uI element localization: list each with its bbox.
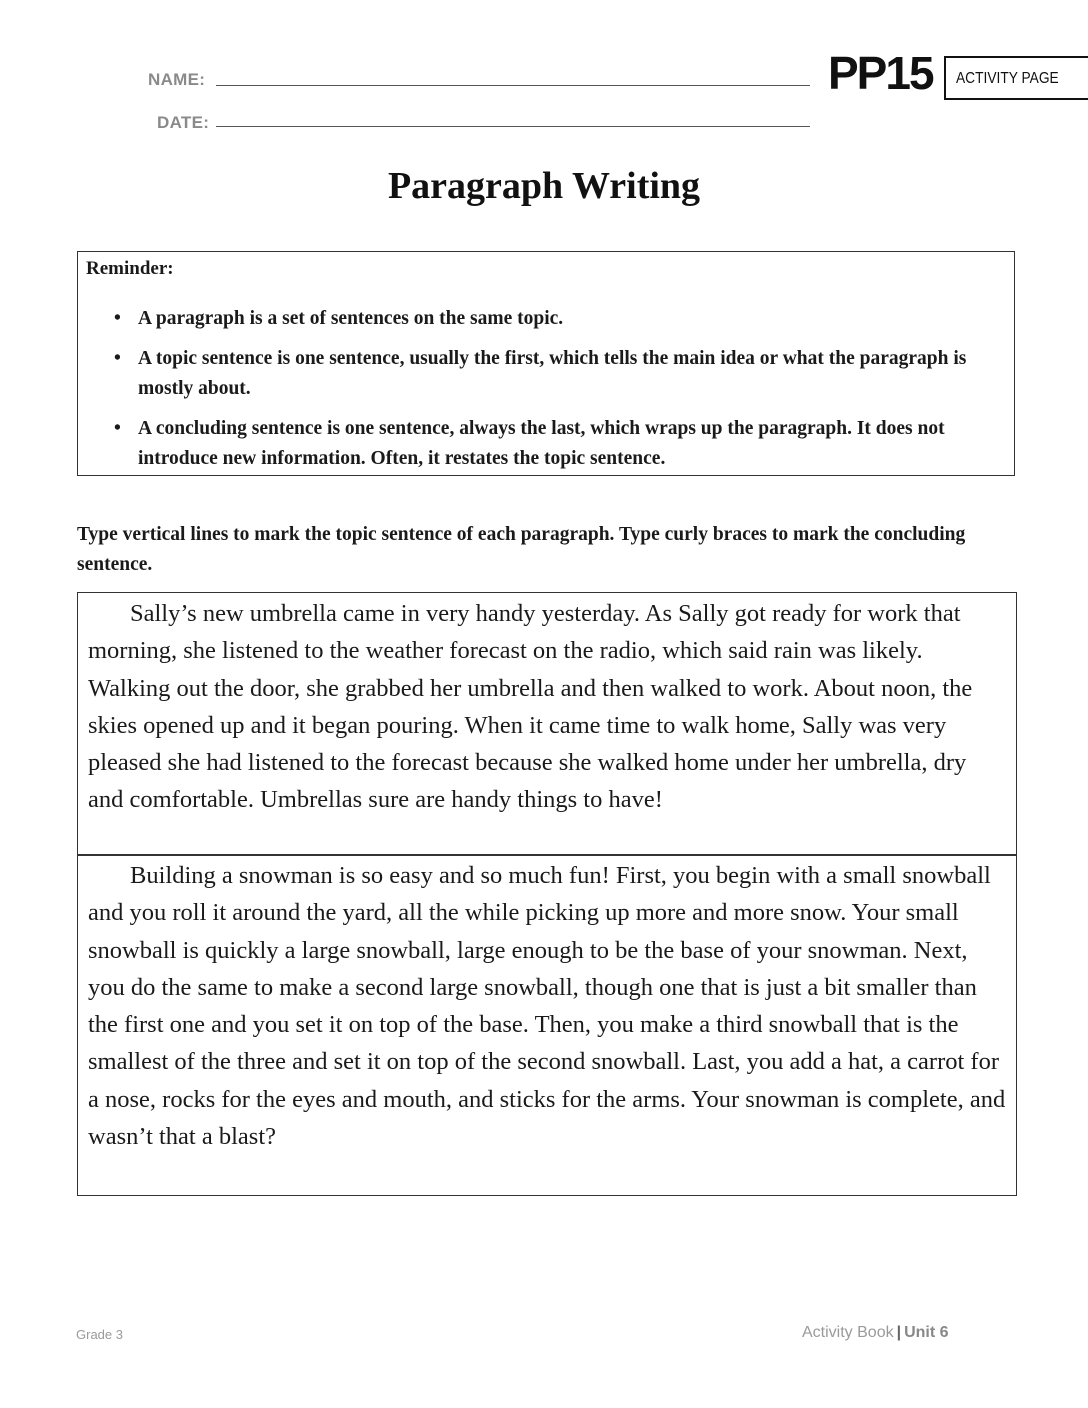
passage-text[interactable]: Sally’s new umbrella came in very handy yesterday. As Sally got ready for work that morning, she listened to the weather forecast on the radio, which said rain was likely. Walking out the door, she grabbed her umbrella and then walked to work. About noon, the skies opened up and it began pouring. When it came time to walk home, Sally was very pleased she had listened to the forecast because she walked home under her umbrella, dry and comfortable. Umbrellas sure are handy things to have! bbox=[88, 600, 973, 814]
footer-unit: Unit 6 bbox=[904, 1324, 949, 1341]
reminder-item-text: A topic sentence is one sentence, usually the first, which tells the main idea or what the paragraph is mostly about. bbox=[138, 348, 967, 399]
reminder-heading: Reminder: bbox=[86, 258, 174, 279]
instructions: Type vertical lines to mark the topic sentence of each paragraph. Type curly braces to mark the concluding sentence. bbox=[77, 524, 966, 575]
passage-text[interactable]: Building a snowman is so easy and so much fun! First, you begin with a small snowball and you roll it around the yard, all the while picking up more and more snow. Your small snowball is quickly a large snowball, large enough to be the base of your snowman. Next, you do the same to make a second large snowball, though one that is just a bit smaller than the first one and you set it on top of the base. Then, you make a third snowball that is the smallest of the three and set it on top of the second snowball. Last, you add a hat, a carrot for a nose, rocks for the eyes and mouth, and sticks for the arms. Your snowman is complete, and wasn’t that a blast? bbox=[88, 862, 1006, 1151]
name-label: NAME: bbox=[148, 70, 206, 89]
footer-book: Activity Book bbox=[802, 1324, 894, 1341]
activity-page-badge bbox=[944, 56, 1088, 100]
bullet-icon: • bbox=[114, 418, 121, 439]
reminder-item bbox=[112, 344, 992, 404]
page-code: PP15 bbox=[828, 47, 933, 99]
reminder-list bbox=[112, 304, 992, 484]
footer-book-info bbox=[802, 1324, 949, 1342]
passage-box-snowman[interactable] bbox=[77, 854, 1017, 1196]
passage-box-umbrella[interactable] bbox=[77, 592, 1017, 856]
reminder-item bbox=[112, 414, 992, 474]
bullet-icon: • bbox=[114, 308, 121, 329]
reminder-item bbox=[112, 304, 992, 334]
footer-separator: | bbox=[896, 1324, 902, 1341]
date-label: DATE: bbox=[157, 113, 210, 132]
reminder-item-text: A paragraph is a set of sentences on the same topic. bbox=[138, 308, 564, 329]
date-line[interactable] bbox=[216, 126, 810, 127]
reminder-item-text: A concluding sentence is one sentence, always the last, which wraps up the paragraph. It does not introduce new information. Often, it restates the topic sentence. bbox=[138, 418, 945, 469]
page-title: Paragraph Writing bbox=[387, 165, 701, 207]
name-line[interactable] bbox=[216, 85, 810, 86]
footer-grade: Grade 3 bbox=[76, 1327, 123, 1342]
activity-page-label: ACTIVITY PAGE bbox=[956, 70, 1059, 87]
reminder-box bbox=[77, 251, 1015, 476]
bullet-icon: • bbox=[114, 348, 121, 369]
